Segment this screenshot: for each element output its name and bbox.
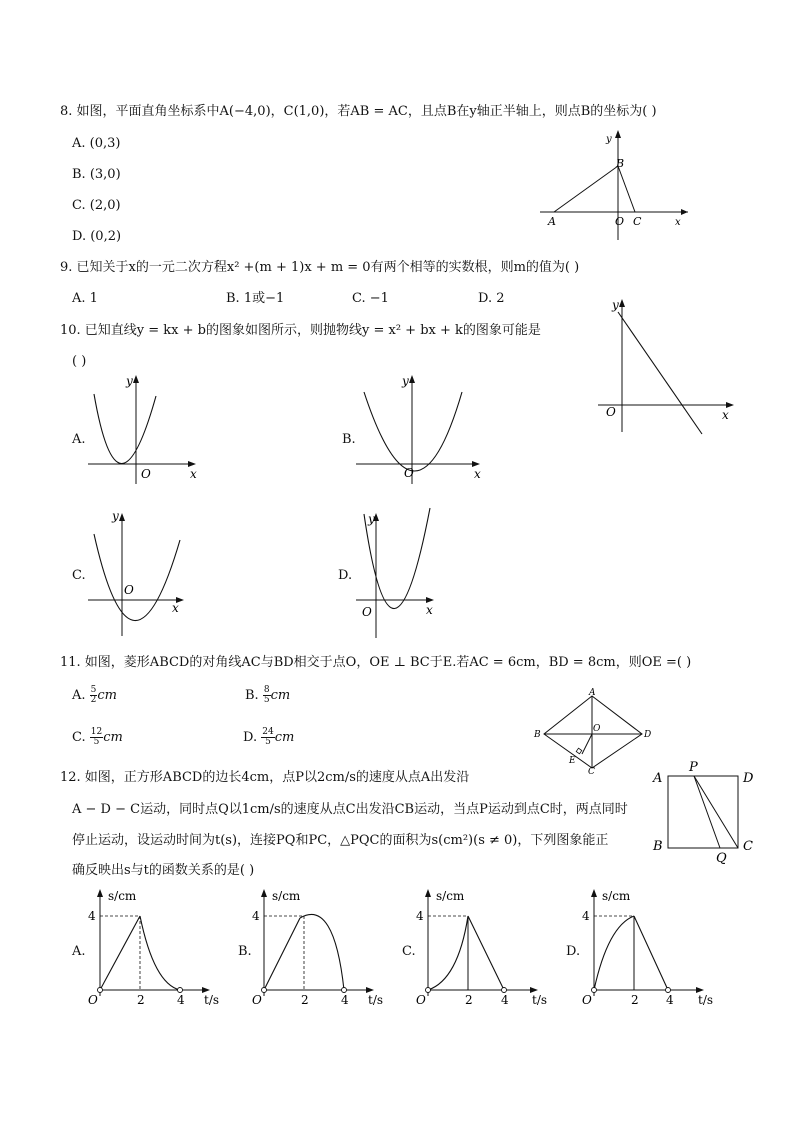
- q10c-o: O: [124, 583, 134, 597]
- q11-a-unit: cm: [97, 688, 118, 703]
- q11-a-letter: A.: [72, 688, 86, 703]
- q12c-xtick-2: 2: [465, 993, 473, 1007]
- q9-option-d[interactable]: D. 2: [478, 291, 505, 306]
- q9-option-c[interactable]: C. −1: [352, 291, 389, 306]
- q12c-ylabel: s/cm: [436, 889, 465, 903]
- q10-graph-d[interactable]: [354, 506, 444, 640]
- q12-label-a: A: [653, 771, 663, 786]
- q8-label-b: B: [616, 157, 625, 170]
- q10a-y: y: [126, 374, 133, 388]
- q12-stem-line3: 停止运动，设运动时间为t(s)，连接PQ和PC，△PQC的面积为s(cm²)(s ≠ 0)，下列图象能正: [72, 833, 609, 848]
- q8-label-a: A: [548, 215, 556, 228]
- q11-b-unit: cm: [270, 688, 291, 703]
- q8-label-y: y: [606, 134, 612, 145]
- q10c-y: y: [112, 509, 119, 523]
- q10-option-b[interactable]: B.: [342, 432, 356, 447]
- q12-graph-c[interactable]: [416, 884, 556, 1008]
- q8-label-c: C: [633, 215, 642, 228]
- q10d-y: y: [368, 512, 375, 526]
- q12-graph-a[interactable]: [88, 884, 228, 1008]
- q8-option-c[interactable]: C. (2,0): [72, 198, 121, 213]
- q12-label-b: B: [653, 839, 663, 854]
- q12d-xlabel: t/s: [698, 993, 714, 1007]
- q11-option-b[interactable]: [245, 686, 290, 705]
- q12a-xtick-2: 2: [137, 993, 145, 1007]
- q10-option-c[interactable]: C.: [72, 568, 86, 583]
- q10-stem: 10. 已知直线y = kx + b的图象如图所示，则抛物线y = x² + bx + k的图象可能是: [60, 323, 541, 338]
- q11-label-o: O: [593, 724, 601, 734]
- q12-square-figure: [650, 758, 760, 868]
- q11-option-d[interactable]: [243, 728, 294, 747]
- q12-stem-line2: A − D − C运动，同时点Q以1cm/s的速度从点C出发沿CB运动，当点P运动到点C时，两点同时: [72, 802, 628, 817]
- q10-fig-y: y: [612, 298, 619, 312]
- q12-option-b[interactable]: B.: [238, 944, 252, 959]
- q11-label-d: D: [644, 730, 652, 740]
- q10c-x: x: [172, 601, 179, 615]
- q12-label-p: P: [689, 760, 698, 775]
- q12-graph-d[interactable]: [582, 884, 722, 1008]
- q9-stem: 9. 已知关于x的一元二次方程x² +(m + 1)x + m = 0有两个相等的实数根，则m的值为( ): [60, 260, 580, 275]
- q12d-xtick-2: 2: [631, 993, 639, 1007]
- q12b-xlabel: t/s: [368, 993, 384, 1007]
- q12-graph-b[interactable]: [252, 884, 392, 1008]
- q12b-xtick-4: 4: [341, 993, 349, 1007]
- q11-d-unit: cm: [274, 730, 295, 745]
- q11-option-a[interactable]: [72, 686, 117, 705]
- q10b-o: O: [404, 466, 414, 480]
- q11-c-unit: cm: [103, 730, 123, 745]
- q11-d-frac: $\frac{24}{5}$: [262, 727, 274, 747]
- q12b-ylabel: s/cm: [272, 889, 301, 903]
- q12c-origin: O: [416, 993, 426, 1007]
- q12a-xlabel: t/s: [204, 993, 220, 1007]
- q12d-ylabel: s/cm: [602, 889, 631, 903]
- q8-label-x: x: [675, 217, 681, 228]
- q10-option-d[interactable]: D.: [338, 568, 353, 583]
- q8-option-a[interactable]: A. (0,3): [72, 136, 121, 151]
- q12-stem-line4: 确反映出s与t的函数关系的是( ): [72, 863, 255, 878]
- q11-option-c[interactable]: [72, 728, 123, 747]
- q12b-origin: O: [252, 993, 262, 1007]
- q11-c-frac: $\frac{12}{5}$: [90, 727, 103, 747]
- q11-label-a: A: [589, 688, 596, 698]
- q12a-origin: O: [88, 993, 98, 1007]
- q12c-xlabel: t/s: [532, 993, 548, 1007]
- q10-fig-o: O: [606, 405, 616, 419]
- q11-label-e: E: [569, 756, 576, 766]
- q12a-ytick: 4: [88, 909, 96, 923]
- q12d-xtick-4: 4: [666, 993, 674, 1007]
- q12a-xtick-4: 4: [177, 993, 185, 1007]
- q10a-x: x: [190, 467, 197, 481]
- q10-graph-b[interactable]: [354, 372, 494, 484]
- q8-option-d[interactable]: D. (0,2): [72, 229, 122, 244]
- q11-b-frac: $\frac{8}{5}$: [263, 685, 270, 705]
- q12-option-c[interactable]: C.: [402, 944, 416, 959]
- q10a-o: O: [141, 467, 151, 481]
- q11-stem: 11. 如图，菱形ABCD的对角线AC与BD相交于点O，OE ⊥ BC于E.若AC = 6cm，BD = 8cm，则OE =( ): [60, 655, 692, 670]
- q11-d-letter: D.: [243, 730, 258, 745]
- q10b-y: y: [402, 374, 409, 388]
- q12c-xtick-4: 4: [501, 993, 509, 1007]
- q10-stem-paren: ( ): [72, 354, 87, 369]
- q11-a-frac: $\frac{5}{2}$: [90, 685, 97, 705]
- q11-rhombus-figure: [530, 688, 660, 776]
- q10b-x: x: [474, 467, 481, 481]
- q10-fig-x: x: [722, 408, 729, 422]
- q12-label-d: D: [743, 771, 754, 786]
- q8-figure: [540, 128, 700, 243]
- q12a-ylabel: s/cm: [108, 889, 137, 903]
- q10-graph-c[interactable]: [86, 508, 196, 638]
- q12-label-q: Q: [716, 851, 727, 866]
- q8-option-b[interactable]: B. (3,0): [72, 167, 121, 182]
- q12-option-a[interactable]: A.: [72, 944, 86, 959]
- q12d-ytick: 4: [582, 909, 590, 923]
- q10-graph-a[interactable]: [86, 372, 206, 484]
- q11-c-letter: C.: [72, 730, 86, 745]
- q11-b-letter: B.: [245, 688, 259, 703]
- q9-option-b[interactable]: B. 1或−1: [226, 291, 285, 306]
- q11-label-b: B: [534, 730, 541, 740]
- q12-option-d[interactable]: D.: [566, 944, 581, 959]
- q12c-ytick: 4: [416, 909, 424, 923]
- q12-stem-line1: 12. 如图，正方形ABCD的边长4cm，点P以2cm/s的速度从点A出发沿: [60, 770, 470, 785]
- q12d-origin: O: [582, 993, 592, 1007]
- q10d-x: x: [426, 603, 433, 617]
- q12-label-c: C: [743, 839, 753, 854]
- q10d-o: O: [362, 605, 372, 619]
- q9-option-a[interactable]: A. 1: [72, 291, 98, 306]
- q10-line-figure: [598, 296, 738, 436]
- q10-option-a[interactable]: A.: [72, 432, 86, 447]
- q8-label-o: O: [615, 215, 625, 228]
- q12b-xtick-2: 2: [301, 993, 309, 1007]
- q11-label-c: C: [588, 767, 595, 777]
- q12b-ytick: 4: [252, 909, 260, 923]
- q8-stem: 8. 如图，平面直角坐标系中A(−4,0)，C(1,0)，若AB = AC，且点B在y轴正半轴上，则点B的坐标为( ): [60, 104, 657, 119]
